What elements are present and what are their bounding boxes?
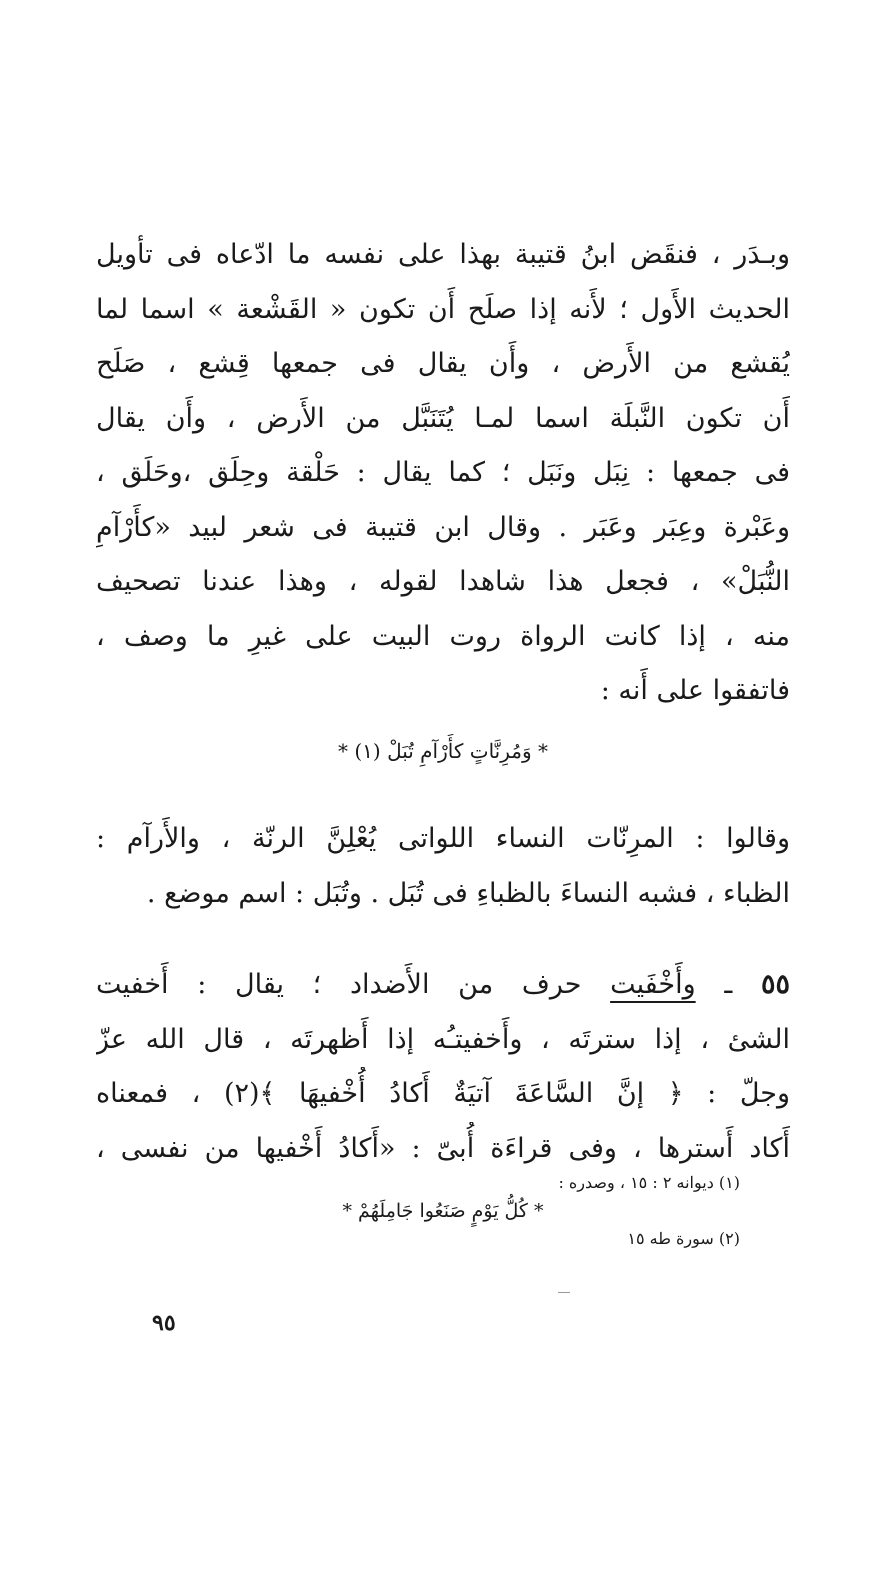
text-line: الظباء ، فشبه النساءَ بالظباءِ فى تُبَل . وتُبَل : اسم موضع .	[146, 877, 790, 909]
page-number: ٩٥	[152, 1310, 176, 1336]
text-line: وعَبْرة وعِبَر وعَبَر . وقال ابن قتيبة فى شعر لبيد «كأَرْآمِ	[96, 511, 790, 543]
text-line: وقالوا : المرِنّات النساء اللواتى يُعْلِنَّ الرنّة ، والأَرآم :	[96, 823, 790, 854]
verse-quote: * وَمُرِنَّاتٍ كأَرْآمِ تُبَلْ (١) *	[337, 739, 548, 763]
footnotes	[96, 1170, 790, 1252]
footnote-1: (١) ديوانه ٢ : ١٥ ، وصدره :	[558, 1173, 740, 1192]
text-line: وبـدَر ، فنقَض ابنُ قتيبة بهذا على نفسه ما ادّعاه فى تأويل	[96, 239, 790, 270]
text-line: أَكاد أَسترها ، وفى قراءَة أُبىّ : «أَكادُ أَخْفيها من نفسى ،	[96, 1132, 790, 1164]
text-line: فاتفقوا على أَنه :	[600, 675, 790, 706]
text-line: منه ، إذا كانت الرواة روت البيت على غيرِ ما وصف ،	[96, 620, 790, 652]
text-line: النُّبَلْ» ، فجعل هذا شاهدا لقوله ، وهذا عندنا تصحيف	[96, 566, 790, 597]
entry-55	[96, 958, 790, 1176]
divider	[558, 1292, 570, 1293]
text-line: الشئ ، إذا سترتَه ، وأَخفيتـُه إذا أَظهرتَه ، قال الله عزّ	[96, 1023, 790, 1055]
entry-line-rest: حرف من الأَضداد ؛ يقال : أَخفيت	[96, 969, 582, 1000]
text-line: يُقشع من الأَرض ، وأَن يقال فى جمعها قِشع ، صَلَح	[96, 348, 790, 379]
footnote-1-verse: * كُلُّ يَوْمٍ صَنَعُوا جَامِلَهُمْ *	[342, 1200, 544, 1222]
entry-first-line	[96, 958, 790, 1013]
dash: ـ	[695, 969, 733, 1000]
text-line: فى جمعها : نِبَل ونَبَل ؛ كما يقال : حَلْقة وحِلَق ،وحَلَق ،	[96, 457, 790, 488]
text-line: أَن تكون النَّبلَة اسما لمـا يُتَنَبَّل من الأَرض ، وأَن يقال	[96, 402, 790, 434]
text-line: وجلّ : ﴿ إنَّ السَّاعَةَ آتيَةٌ أَكادُ أُخْفيهَا ﴾(٢) ، فمعناه	[96, 1078, 790, 1109]
text-line: الحديث الأَول ؛ لأَنه إذا صلَح أَن تكون « القَشْعة » اسما لما	[96, 293, 790, 325]
footnote-2: (٢) سورة طه ١٥	[627, 1229, 740, 1248]
paragraph-1	[96, 228, 790, 719]
entry-number: ٥٥	[760, 969, 790, 1000]
entry-headword: وأَخْفَيت	[610, 969, 696, 1000]
paragraph-2	[96, 812, 790, 921]
